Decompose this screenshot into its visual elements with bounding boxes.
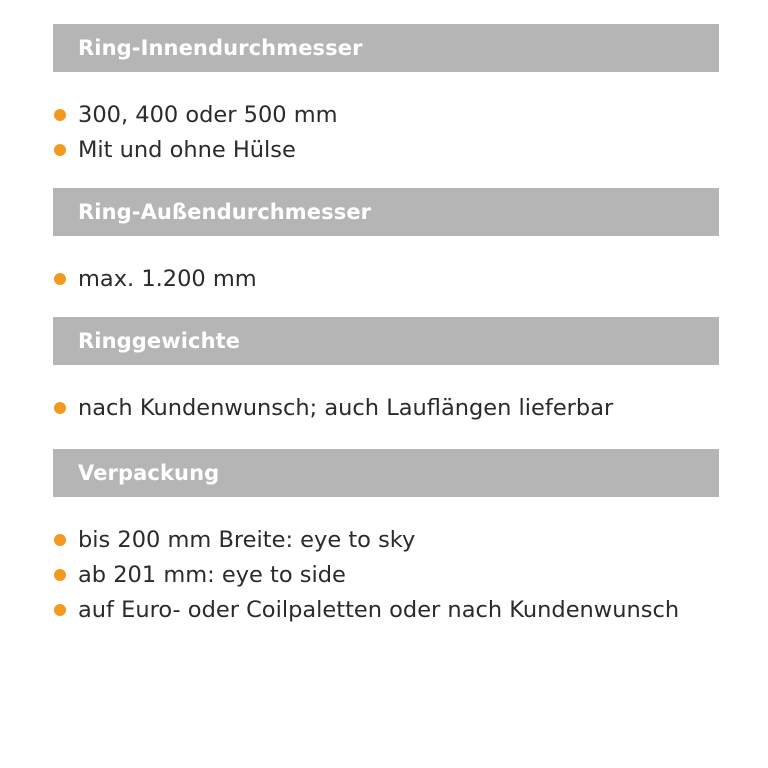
section-ringgewichte <box>53 317 719 365</box>
section-title: Ring-Innendurchmesser <box>78 36 363 60</box>
list-item <box>53 557 719 592</box>
list-item <box>53 132 719 167</box>
list-item <box>53 522 719 557</box>
section-header <box>53 188 719 236</box>
bullet-list-ringgewichte <box>53 390 719 425</box>
list-item <box>53 97 719 132</box>
section-title: Ringgewichte <box>78 329 241 353</box>
section-header <box>53 317 719 365</box>
list-item-text: bis 200 mm Breite: eye to sky <box>78 526 416 553</box>
bullet-dot-icon <box>54 604 66 616</box>
list-item-text: auf Euro- oder Coilpaletten oder nach Kundenwunsch <box>78 596 680 623</box>
section-title: Verpackung <box>78 461 220 485</box>
list-item-text: max. 1.200 mm <box>78 265 257 292</box>
list-item <box>53 592 719 627</box>
list-item-text: 300, 400 oder 500 mm <box>78 101 338 128</box>
section-header <box>53 24 719 72</box>
bullet-dot-icon <box>54 144 66 156</box>
section-verpackung <box>53 449 719 497</box>
section-ring-aussendurchmesser <box>53 188 719 236</box>
list-item <box>53 390 719 425</box>
bullet-dot-icon <box>54 109 66 121</box>
section-header <box>53 449 719 497</box>
bullet-dot-icon <box>54 402 66 414</box>
list-item-text: Mit und ohne Hülse <box>78 136 296 163</box>
bullet-list-ring-aussendurchmesser <box>53 261 719 296</box>
bullet-dot-icon <box>54 273 66 285</box>
bullet-dot-icon <box>54 569 66 581</box>
list-item-text: nach Kundenwunsch; auch Lauflängen lieferbar <box>78 394 614 421</box>
bullet-list-ring-innendurchmesser <box>53 97 719 167</box>
bullet-dot-icon <box>54 534 66 546</box>
section-title: Ring-Außendurchmesser <box>78 200 372 224</box>
list-item-text: ab 201 mm: eye to side <box>78 561 346 588</box>
list-item <box>53 261 719 296</box>
section-ring-innendurchmesser <box>53 24 719 72</box>
bullet-list-verpackung <box>53 522 719 627</box>
